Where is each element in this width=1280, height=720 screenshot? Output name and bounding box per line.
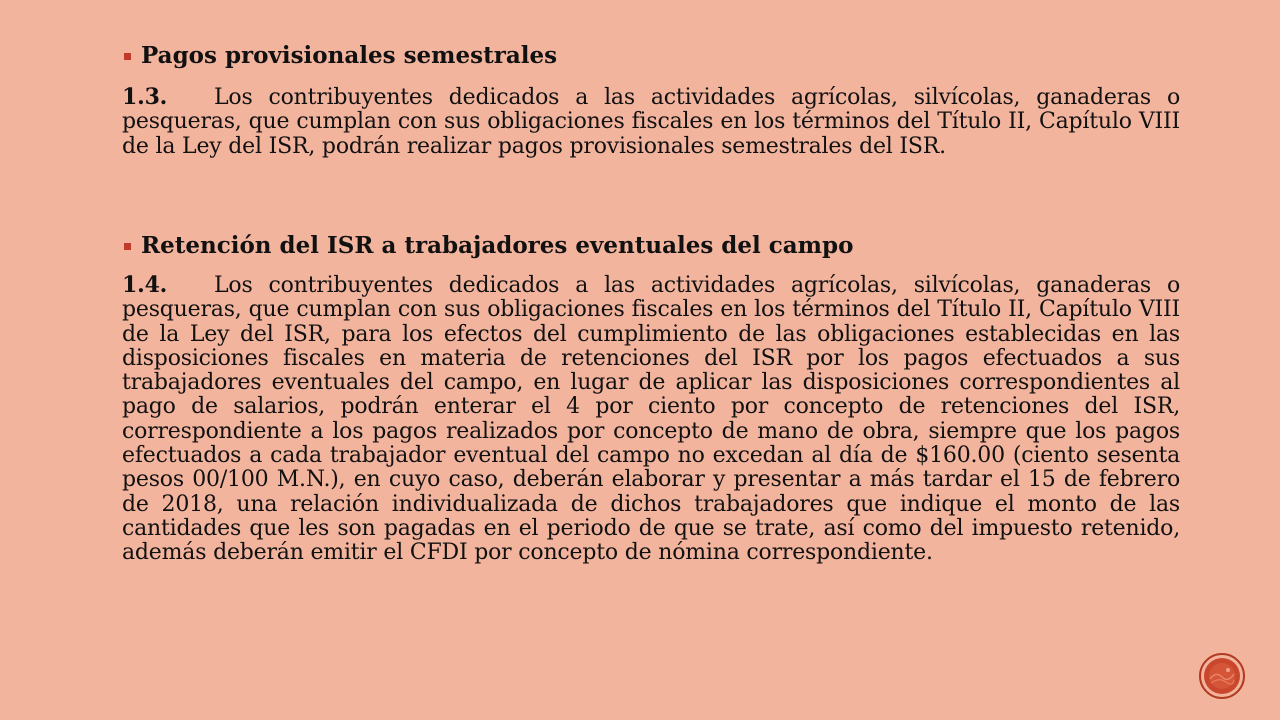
section-heading-pagos-provisionales	[124, 42, 557, 70]
bullet-square-icon	[124, 243, 131, 250]
rule-text: Los contribuyentes dedicados a las actividades agrícolas, silvícolas, ganaderas o pesqueras, que cumplan con sus obligaciones fiscales en los términos del Título II, Capítulo VIII de la Ley del ISR, para los efectos del cumplimiento de las obligaciones establecidas en las disposiciones fiscales en materia de retenciones del ISR por los pagos efectuados a sus trabajadores eventuales del campo, en lugar de aplicar las disposiciones correspondientes al pago de salarios, podrán enterar el 4 por ciento por concepto de retenciones del ISR, correspondiente a los pagos realizados por concepto de mano de obra, siempre que los pagos efectuados a cada trabajador eventual del campo no excedan al día de $160.00 (ciento sesenta pesos 00/100 M.N.), en cuyo caso, deberán elaborar y presentar a más tardar el 15 de febrero de 2018, una relación individualizada de dichos trabajadores que indique el monto de las cantidades que les son pagadas en el periodo de que se trate, así como del impuesto retenido, además deberán emitir el CFDI por concepto de nómina correspondiente.	[122, 273, 1180, 566]
rule-text: Los contribuyentes dedicados a las actividades agrícolas, silvícolas, ganaderas o pesqueras, que cumplan con sus obligaciones fiscales en los términos del Título II, Capítulo VIII de la Ley del ISR, podrán realizar pagos provisionales semestrales del ISR.	[122, 85, 1180, 159]
bullet-square-icon	[124, 53, 131, 60]
circle-logo-icon	[1199, 653, 1245, 699]
rule-number: 1.4.	[122, 272, 168, 298]
section-heading-text: Retención del ISR a trabajadores eventuales del campo	[141, 232, 854, 259]
section-heading-retencion-isr	[124, 232, 853, 260]
rule-paragraph-1-3	[122, 85, 1180, 159]
rule-paragraph-1-4	[122, 273, 1180, 566]
section-heading-text: Pagos provisionales semestrales	[141, 42, 558, 69]
rule-number: 1.3.	[122, 84, 168, 110]
